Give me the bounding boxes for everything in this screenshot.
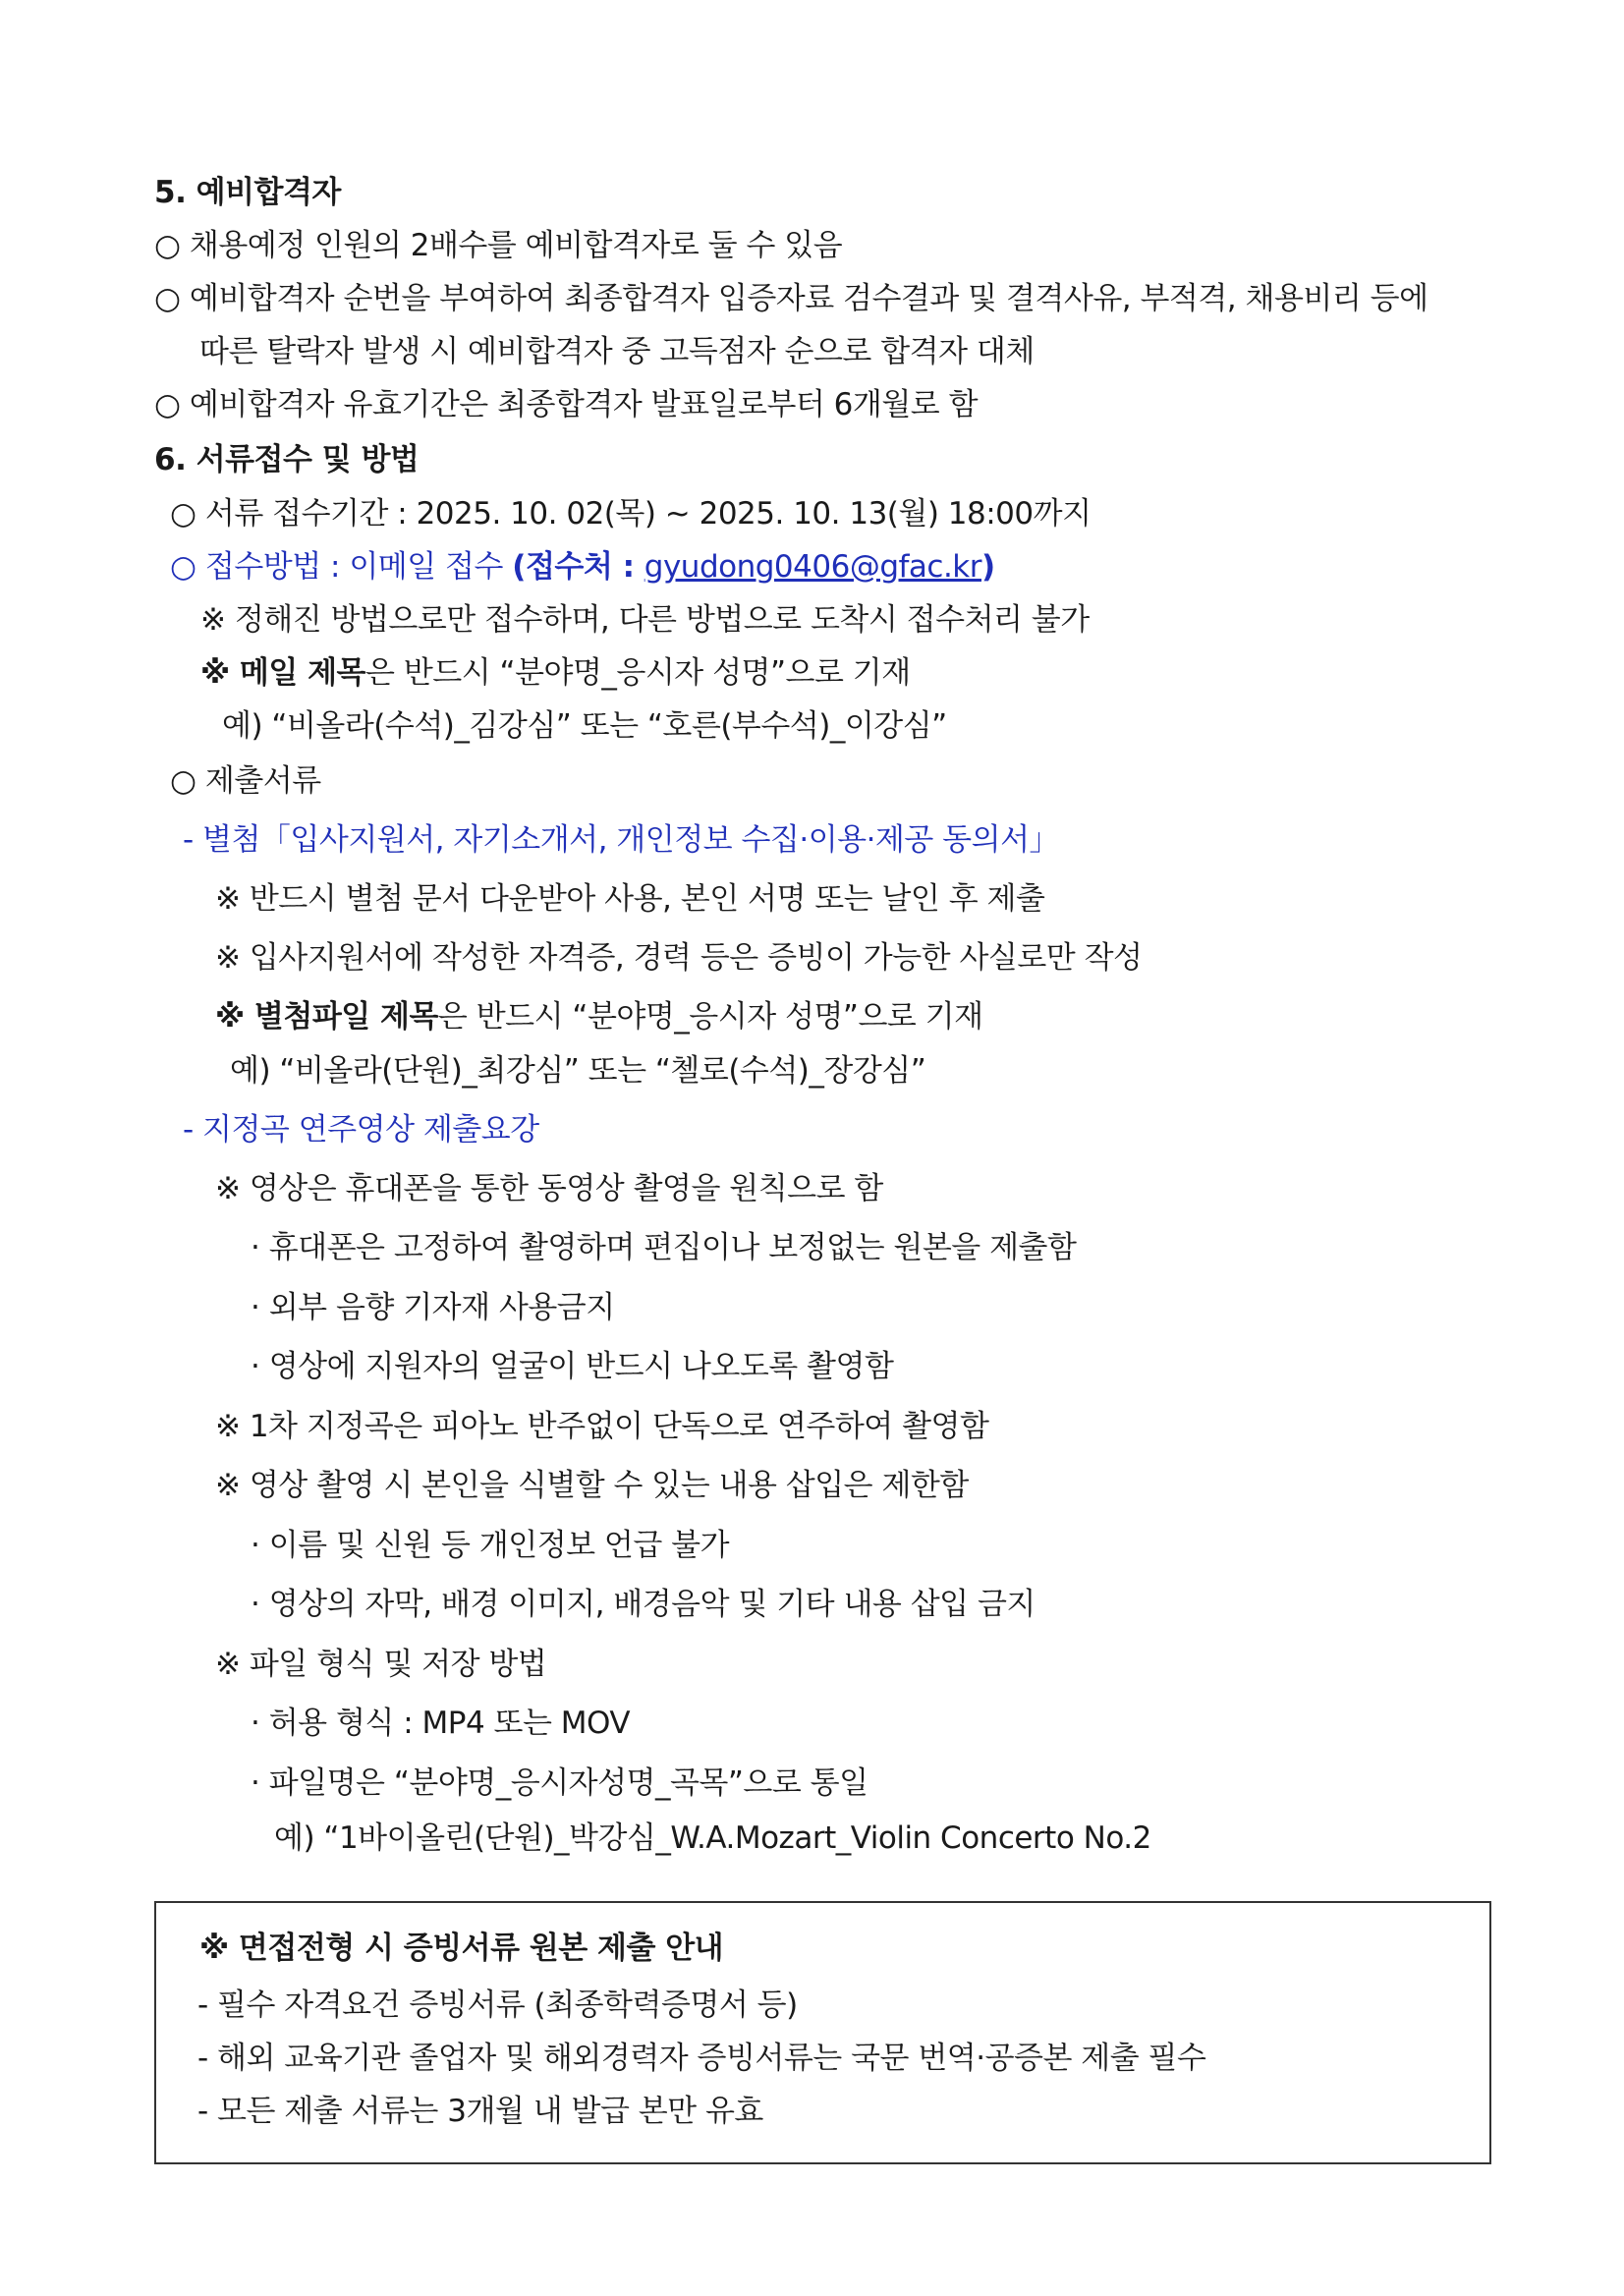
- notice-item-2: - 해외 교육기관 졸업자 및 해외경력자 증빙서류는 국문 번역·공증본 제출 필수: [197, 2041, 1206, 2076]
- method-prefix: ○ 접수방법 : 이메일 접수: [170, 549, 513, 585]
- notice-item-1: - 필수 자격요건 증빙서류 (최종학력증명서 등): [197, 1988, 798, 2023]
- attachment-example: 예) “비올라(단원)_최강심” 또는 “첼로(수석)_장강심”: [230, 1053, 926, 1089]
- notice-item-3: - 모든 제출 서류는 3개월 내 발급 본만 유효: [197, 2094, 763, 2129]
- attachment-title-label: ※ 별첨파일 제목: [215, 999, 438, 1035]
- video-line-1: ※ 영상은 휴대폰을 통한 동영상 촬영을 원칙으로 함: [215, 1171, 883, 1206]
- recipient-email-link[interactable]: gyudong0406@gfac.kr: [644, 549, 981, 585]
- section5-item-2: ○ 예비합격자 순번을 부여하여 최종합격자 입증자료 검수결과 및 결격사유, 부적격, 채용비리 등에: [154, 281, 1428, 316]
- video-line-12: 예) “1바이올린(단원)_박강심_W.A.Mozart_Violin Concerto No.2: [274, 1820, 1151, 1856]
- notice-title: ※ 면접전형 시 증빙서류 원본 제출 안내: [199, 1931, 724, 1966]
- section5-item-1: ○ 채용예정 인원의 2배수를 예비합격자로 둘 수 있음: [154, 228, 843, 263]
- video-line-9: ※ 파일 형식 및 저장 방법: [215, 1647, 547, 1682]
- mail-subject-example: 예) “비올라(수석)_김강심” 또는 “호른(부수석)_이강심”: [222, 708, 947, 744]
- video-line-8: · 영상의 자막, 배경 이미지, 배경음악 및 기타 내용 삽입 금지: [251, 1587, 1036, 1622]
- section5-item-2-cont: 따른 탈락자 발생 시 예비합격자 중 고득점자 순으로 합격자 대체: [199, 334, 1035, 369]
- mail-subject-rule: 은 반드시 “분야명_응시자 성명”으로 기재: [365, 655, 911, 691]
- attachment-note-3: [215, 997, 983, 1036]
- video-line-5: ※ 1차 지정곡은 피아노 반주없이 단독으로 연주하여 촬영함: [215, 1409, 989, 1444]
- method-note-1: ※ 정해진 방법으로만 접수하며, 다른 방법으로 도착시 접수처리 불가: [200, 602, 1090, 638]
- method-note-2: [200, 653, 911, 693]
- section6-heading: 6. 서류접수 및 방법: [154, 442, 420, 477]
- section5-item-3: ○ 예비합격자 유효기간은 최종합격자 발표일로부터 6개월로 함: [154, 387, 979, 422]
- attachment-note-1: ※ 반드시 별첨 문서 다운받아 사용, 본인 서명 또는 날인 후 제출: [215, 881, 1045, 917]
- video-line-4: · 영상에 지원자의 얼굴이 반드시 나오도록 촬영함: [251, 1349, 894, 1384]
- attachment-title-rule: 은 반드시 “분야명_응시자 성명”으로 기재: [437, 999, 983, 1035]
- mail-subject-label: ※ 메일 제목: [200, 655, 366, 691]
- method-close: ): [981, 549, 995, 585]
- documents-heading: ○ 제출서류: [170, 763, 321, 799]
- video-line-6: ※ 영상 촬영 시 본인을 식별할 수 있는 내용 삽입은 제한함: [215, 1468, 969, 1503]
- method-recipient-label: (접수처 :: [512, 549, 644, 585]
- video-line-11: · 파일명은 “분야명_응시자성명_곡목”으로 통일: [251, 1765, 868, 1801]
- attachment-heading: - 별첨「입사지원서, 자기소개서, 개인정보 수집·이용·제공 동의서」: [183, 822, 1060, 858]
- submission-period: ○ 서류 접수기간 : 2025. 10. 02(목) ~ 2025. 10. 13(월) 18:00까지: [170, 496, 1092, 532]
- video-line-10: · 허용 형식 : MP4 또는 MOV: [251, 1706, 631, 1741]
- video-line-2: · 휴대폰은 고정하여 촬영하며 편집이나 보정없는 원본을 제출함: [251, 1230, 1077, 1265]
- section5-heading: 5. 예비합격자: [154, 175, 341, 210]
- notice-box: [154, 1901, 1491, 2164]
- video-line-7: · 이름 및 신원 등 개인정보 언급 불가: [251, 1528, 730, 1563]
- attachment-note-2: ※ 입사지원서에 작성한 자격증, 경력 등은 증빙이 가능한 사실로만 작성: [215, 940, 1143, 976]
- video-heading: - 지정곡 연주영상 제출요강: [183, 1112, 539, 1148]
- submission-method: [170, 547, 995, 587]
- video-line-3: · 외부 음향 기자재 사용금지: [251, 1290, 615, 1325]
